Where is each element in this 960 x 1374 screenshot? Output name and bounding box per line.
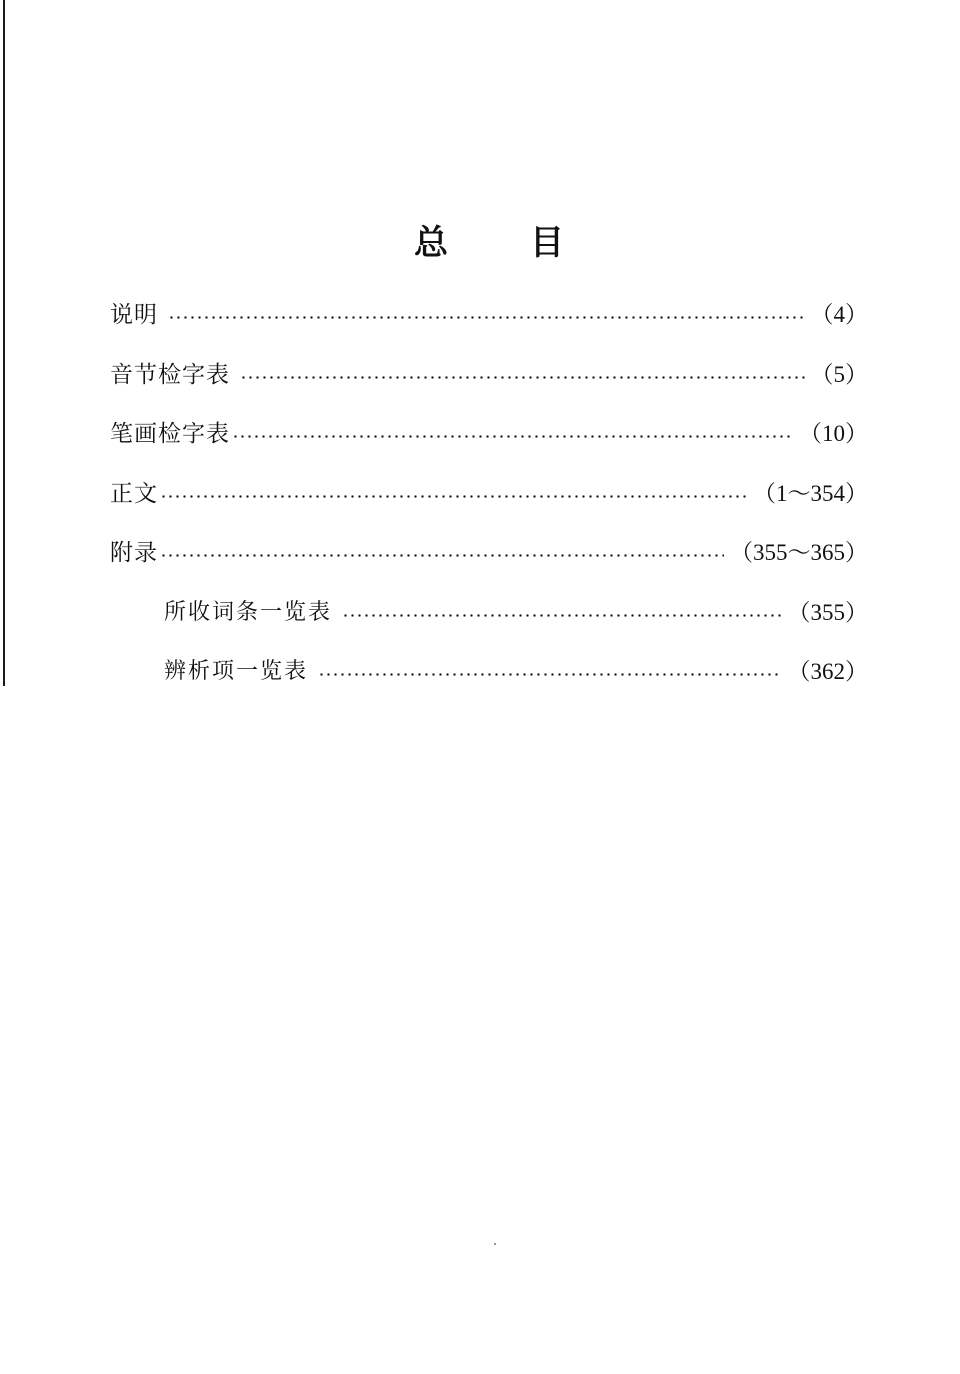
toc-entry-page: （362） (787, 659, 868, 684)
toc-entry-page: （355） (787, 600, 868, 625)
toc-subentry-cititao-yilanbiao[interactable] (164, 596, 868, 630)
toc-entry-bihua-jianzibiao[interactable] (110, 417, 868, 451)
toc-dot-leader (160, 495, 747, 498)
toc-entry-shuoming[interactable] (110, 298, 868, 332)
toc-entry-label: 说明 (110, 302, 158, 328)
toc-entry-fulu[interactable] (110, 536, 868, 570)
toc-entry-page: （355～365） (730, 540, 868, 565)
toc-entry-page: （1～354） (753, 481, 868, 506)
page-title-char-1: 总 (414, 223, 448, 263)
toc-dot-leader (168, 316, 805, 319)
toc-dot-leader (232, 435, 793, 438)
toc-entry-label: 正文 (110, 481, 158, 507)
toc-entry-label: 附录 (110, 540, 158, 566)
toc-dot-leader (160, 554, 724, 557)
toc-dot-leader (240, 376, 805, 379)
toc-entry-yinjie-jianzibiao[interactable] (110, 358, 868, 392)
toc-dot-leader (342, 614, 781, 617)
scan-speck (494, 1243, 496, 1245)
toc-entry-zhengwen[interactable] (110, 477, 868, 511)
toc-entry-label: 所收词条一览表 (164, 600, 333, 625)
toc-entry-label: 辨析项一览表 (164, 659, 309, 684)
page-title (0, 218, 960, 268)
toc-entry-page: （5） (810, 362, 868, 387)
page-edge-line (3, 0, 5, 686)
toc-dot-leader (318, 673, 781, 676)
page-title-char-2: 目 (530, 223, 564, 263)
toc-entry-page: （10） (799, 421, 868, 446)
toc-subentry-bianxi-yilanbiao[interactable] (164, 655, 868, 689)
toc-entry-label: 笔画检字表 (110, 421, 230, 447)
toc-entry-page: （4） (810, 302, 868, 327)
toc-entry-label: 音节检字表 (110, 362, 230, 388)
